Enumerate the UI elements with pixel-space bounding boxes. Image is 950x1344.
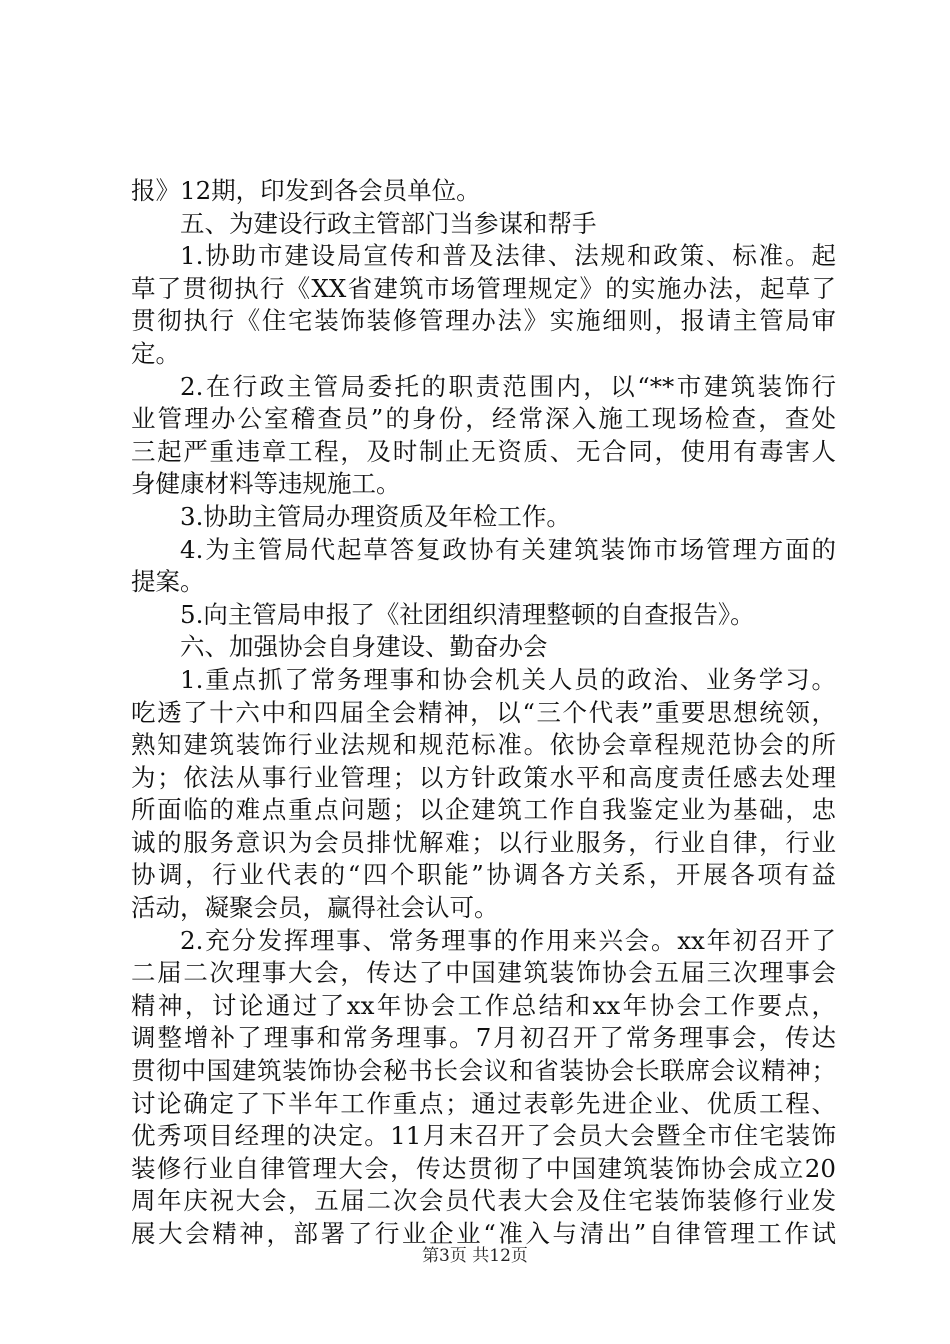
text-line: 5.向主管局申报了《社团组织清理整顿的自查报告》。 (180, 599, 755, 629)
text-line: 3.协助主管局办理资质及年检工作。 (180, 501, 571, 531)
text-line: 二届二次理事大会，传达了中国建筑装饰协会五届三次理事会 (131, 958, 836, 988)
text-line: 定。 (131, 338, 180, 368)
text-line: 提案。 (131, 567, 205, 597)
text-line: 业管理办公室稽查员”的身份，经常深入施工现场检查，查处 (131, 404, 836, 434)
text-line: 1.协助市建设局宣传和普及法律、法规和政策、标准。起 (180, 241, 836, 271)
text-line: 1.重点抓了常务理事和协会机关人员的政治、业务学习。 (180, 664, 836, 694)
text-line: 五、为建设行政主管部门当参谋和帮手 (180, 208, 597, 238)
document-body (131, 175, 836, 1251)
text-line: 吃透了十六中和四届全会精神，以“三个代表”重要思想统领， (131, 697, 836, 727)
text-line: 身健康材料等违规施工。 (131, 469, 401, 499)
text-line: 六、加强协会自身建设、勤奋办会 (180, 632, 548, 662)
text-line: 周年庆祝大会，五届二次会员代表大会及住宅装饰装修行业发 (131, 1186, 836, 1216)
text-line: 精神，讨论通过了xx年协会工作总结和xx年协会工作要点， (131, 990, 836, 1020)
text-line: 讨论确定了下半年工作重点；通过表彰先进企业、优质工程、 (131, 1088, 836, 1118)
text-line: 诚的服务意识为会员排忧解难；以行业服务，行业自律，行业 (131, 827, 836, 857)
text-line: 熟知建筑装饰行业法规和规范标准。依协会章程规范协会的所 (131, 730, 836, 760)
text-line: 4.为主管局代起草答复政协有关建筑装饰市场管理方面的 (180, 534, 836, 564)
text-line: 贯彻执行《住宅装饰装修管理办法》实施细则，报请主管局审 (131, 306, 836, 336)
text-line: 报》12期，印发到各会员单位。 (131, 176, 481, 205)
text-line: 三起严重违章工程，及时制止无资质、无合同，使用有毒害人 (131, 436, 836, 466)
text-line: 草了贯彻执行《XX省建筑市场管理规定》的实施办法，起草了 (131, 273, 836, 303)
text-line: 优秀项目经理的决定。11月末召开了会员大会暨全市住宅装饰 (131, 1121, 836, 1151)
text-line: 展大会精神，部署了行业企业“准入与清出”自律管理工作试 (131, 1219, 836, 1248)
text-line: 协调，行业代表的“四个职能”协调各方关系，开展各项有益 (131, 860, 836, 890)
text-line: 2.充分发挥理事、常务理事的作用来兴会。xx年初召开了 (180, 925, 836, 955)
text-line: 装修行业自律管理大会，传达贯彻了中国建筑装饰协会成立20 (131, 1153, 836, 1183)
text-line: 为；依法从事行业管理；以方针政策水平和高度责任感去处理 (131, 762, 836, 792)
text-line: 活动，凝聚会员，赢得社会认可。 (131, 893, 499, 923)
page-footer: 第3页 共12页 (422, 1246, 528, 1266)
text-line: 调整增补了理事和常务理事。7月初召开了常务理事会，传达 (131, 1023, 836, 1053)
text-line: 所面临的难点重点问题；以企建筑工作自我鉴定业为基础，忠 (131, 795, 836, 825)
text-line: 2.在行政主管局委托的职责范围内，以“**市建筑装饰行 (180, 371, 836, 401)
text-line: 贯彻中国建筑装饰协会秘书长会议和省装协会长联席会议精神； (131, 1056, 836, 1086)
